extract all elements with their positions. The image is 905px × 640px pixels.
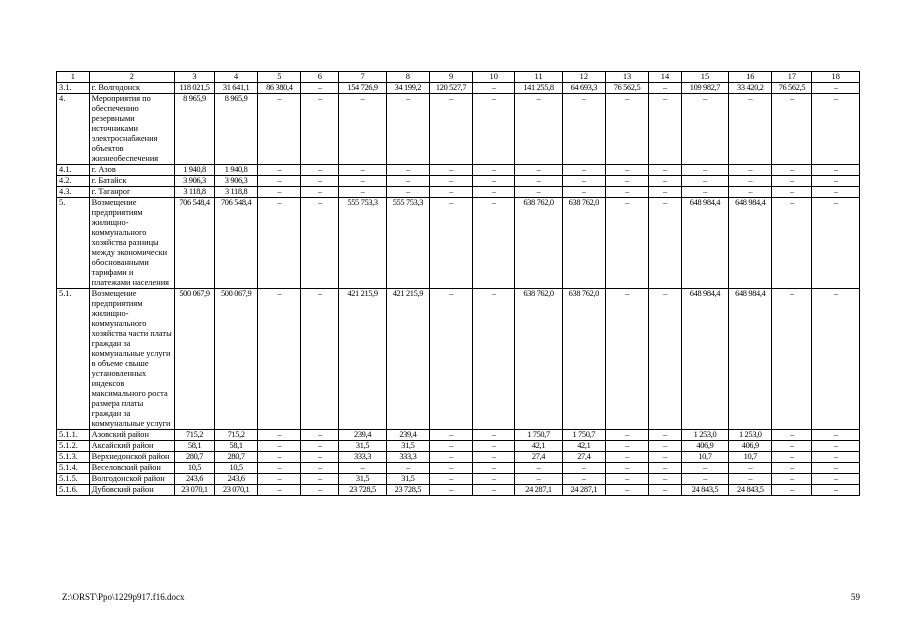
table-cell: –	[649, 430, 682, 441]
table-cell: –	[772, 165, 812, 176]
table-cell: 500 067,9	[215, 289, 258, 430]
table-cell: –	[605, 463, 648, 474]
table-cell: 8 965,9	[215, 94, 258, 165]
row-number: 4.3.	[57, 187, 90, 198]
table-cell: –	[812, 463, 860, 474]
table-cell: –	[301, 441, 339, 452]
table-cell: 118 021,5	[175, 83, 215, 94]
table-cell: 23 070,1	[175, 485, 215, 496]
table-cell: 120 527,7	[429, 83, 472, 94]
table-cell: –	[429, 165, 472, 176]
table-cell: –	[258, 176, 301, 187]
table-cell: –	[386, 187, 429, 198]
table-cell: 421 215,9	[386, 289, 429, 430]
table-cell: –	[301, 452, 339, 463]
table-cell: 1 940,8	[215, 165, 258, 176]
table-cell: –	[649, 187, 682, 198]
table-cell: 23 728,5	[339, 485, 386, 496]
table-cell: 31,5	[339, 441, 386, 452]
table-cell: 141 255,8	[515, 83, 562, 94]
table-cell: –	[258, 430, 301, 441]
column-header: 6	[301, 72, 339, 83]
row-number: 5.1.3.	[57, 452, 90, 463]
table-row	[57, 176, 860, 187]
table-cell: –	[258, 289, 301, 430]
table-cell: 76 562,5	[772, 83, 812, 94]
table-cell: –	[301, 176, 339, 187]
row-name: г. Батайск	[89, 176, 174, 187]
table-cell: 3 118,8	[175, 187, 215, 198]
table-cell: –	[681, 165, 728, 176]
table-cell: –	[515, 474, 562, 485]
table-cell: –	[515, 94, 562, 165]
table-cell: 638 762,0	[515, 198, 562, 289]
column-header: 2	[89, 72, 174, 83]
table-cell: 500 067,9	[175, 289, 215, 430]
table-cell: –	[258, 198, 301, 289]
row-name: Возмещение предприятиям жилищно-коммунального хозяйства части платы граждан за коммунальные услуги в объеме свыше установленных индексов максимального роста размера платы граждан за коммунальные услуги	[89, 289, 174, 430]
row-name: Веселовский район	[89, 463, 174, 474]
table-cell: –	[429, 176, 472, 187]
table-cell: –	[812, 452, 860, 463]
row-name: г. Волгодонск	[89, 83, 174, 94]
table-cell: 406,9	[729, 441, 772, 452]
table-cell: 239,4	[339, 430, 386, 441]
row-number: 5.1.	[57, 289, 90, 430]
table-cell: 243,6	[175, 474, 215, 485]
table-cell: –	[562, 474, 605, 485]
table-cell: –	[772, 94, 812, 165]
table-cell: –	[772, 289, 812, 430]
row-name: г. Таганрог	[89, 187, 174, 198]
table-cell: –	[729, 187, 772, 198]
table-cell: –	[301, 94, 339, 165]
table-cell: 42,1	[562, 441, 605, 452]
table-cell: 27,4	[515, 452, 562, 463]
table-cell: –	[562, 176, 605, 187]
table-cell: 31,5	[339, 474, 386, 485]
table-cell: 715,2	[215, 430, 258, 441]
table-cell: –	[429, 463, 472, 474]
table-cell: –	[772, 441, 812, 452]
table-cell: –	[605, 187, 648, 198]
row-number: 4.2.	[57, 176, 90, 187]
table-cell: –	[605, 430, 648, 441]
table-cell: –	[301, 485, 339, 496]
row-number: 3.1.	[57, 83, 90, 94]
table-cell: –	[258, 463, 301, 474]
table-cell: –	[339, 463, 386, 474]
table-header-row	[57, 72, 860, 83]
table-cell: –	[301, 474, 339, 485]
table-cell: 648 984,4	[729, 289, 772, 430]
row-name: Верхнедонской район	[89, 452, 174, 463]
table-cell: –	[605, 289, 648, 430]
table-cell: 555 753,3	[386, 198, 429, 289]
table-cell: –	[729, 165, 772, 176]
table-cell: –	[386, 463, 429, 474]
table-row	[57, 187, 860, 198]
table-cell: 406,9	[681, 441, 728, 452]
table-cell: –	[473, 198, 515, 289]
table-cell: 10,5	[175, 463, 215, 474]
table-cell: 24 287,1	[562, 485, 605, 496]
table-cell: –	[649, 94, 682, 165]
table-cell: 23 728,5	[386, 485, 429, 496]
table-row	[57, 83, 860, 94]
table-row	[57, 289, 860, 430]
table-cell: –	[681, 187, 728, 198]
table-cell: –	[339, 187, 386, 198]
table-cell: –	[429, 452, 472, 463]
table-cell: –	[649, 165, 682, 176]
table-row	[57, 441, 860, 452]
table-cell: –	[681, 94, 728, 165]
table-cell: –	[681, 474, 728, 485]
table-cell: 109 982,7	[681, 83, 728, 94]
column-header: 11	[515, 72, 562, 83]
table-cell: 648 984,4	[681, 198, 728, 289]
table-cell: –	[473, 289, 515, 430]
table-cell: 3 906,3	[215, 176, 258, 187]
table-cell: –	[429, 289, 472, 430]
table-cell: –	[605, 452, 648, 463]
row-name: г. Азов	[89, 165, 174, 176]
table-cell: –	[812, 289, 860, 430]
table-cell: 3 118,8	[215, 187, 258, 198]
table-cell: –	[473, 441, 515, 452]
table-cell: –	[812, 187, 860, 198]
table-cell: 23 070,1	[215, 485, 258, 496]
table-cell: –	[258, 187, 301, 198]
table-cell: –	[772, 198, 812, 289]
column-header: 4	[215, 72, 258, 83]
table-cell: 58,1	[215, 441, 258, 452]
table-row	[57, 463, 860, 474]
table-cell: –	[729, 94, 772, 165]
table-cell: –	[339, 165, 386, 176]
table-cell: –	[812, 83, 860, 94]
table-cell: 34 199,2	[386, 83, 429, 94]
table-cell: –	[772, 452, 812, 463]
table-cell: –	[649, 474, 682, 485]
table-cell: 648 984,4	[729, 198, 772, 289]
column-header: 18	[812, 72, 860, 83]
table-cell: –	[605, 441, 648, 452]
table-cell: –	[772, 176, 812, 187]
table-cell: –	[649, 198, 682, 289]
column-header: 15	[681, 72, 728, 83]
table-cell: –	[429, 187, 472, 198]
table-cell: –	[301, 187, 339, 198]
table-cell: –	[258, 485, 301, 496]
row-name: Волгодонской район	[89, 474, 174, 485]
column-header: 7	[339, 72, 386, 83]
table-row	[57, 165, 860, 176]
column-header: 9	[429, 72, 472, 83]
row-name: Возмещение предприятиям жилищно-коммунального хозяйства разницы между экономически обоснованными тарифами и платежами населения	[89, 198, 174, 289]
table-cell: 154 726,9	[339, 83, 386, 94]
table-cell: –	[473, 165, 515, 176]
table-cell: 280,7	[215, 452, 258, 463]
table-cell: –	[515, 187, 562, 198]
table-cell: 280,7	[175, 452, 215, 463]
column-header: 1	[57, 72, 90, 83]
table-cell: –	[429, 441, 472, 452]
table-cell: 421 215,9	[339, 289, 386, 430]
table-cell: 243,6	[215, 474, 258, 485]
table-cell: 58,1	[175, 441, 215, 452]
column-header: 5	[258, 72, 301, 83]
row-number: 5.	[57, 198, 90, 289]
table-cell: –	[515, 463, 562, 474]
table-body	[57, 72, 860, 496]
table-cell: –	[649, 485, 682, 496]
table-cell: –	[429, 94, 472, 165]
table-cell: 648 984,4	[681, 289, 728, 430]
table-cell: 24 287,1	[515, 485, 562, 496]
table-row	[57, 452, 860, 463]
table-cell: –	[562, 463, 605, 474]
table-cell: 10,7	[681, 452, 728, 463]
table-row	[57, 485, 860, 496]
table-cell: –	[562, 165, 605, 176]
table-cell: 42,1	[515, 441, 562, 452]
table-cell: –	[301, 165, 339, 176]
table-cell: –	[386, 165, 429, 176]
table-cell: –	[562, 94, 605, 165]
table-cell: 333,3	[339, 452, 386, 463]
table-cell: 1 750,7	[515, 430, 562, 441]
table-cell: –	[258, 474, 301, 485]
table-cell: 715,2	[175, 430, 215, 441]
column-header: 10	[473, 72, 515, 83]
table-cell: –	[649, 452, 682, 463]
row-number: 5.1.5.	[57, 474, 90, 485]
table-cell: –	[681, 176, 728, 187]
table-cell: 31,5	[386, 441, 429, 452]
row-number: 5.1.6.	[57, 485, 90, 496]
table-cell: –	[301, 198, 339, 289]
row-number: 4.1.	[57, 165, 90, 176]
table-cell: –	[473, 452, 515, 463]
table-cell: –	[258, 441, 301, 452]
table-cell: –	[649, 176, 682, 187]
table-cell: –	[473, 430, 515, 441]
table-cell: –	[515, 176, 562, 187]
budget-table	[56, 71, 860, 496]
file-path: Z:\ORST\Ppo\1229p917.f16.docx	[62, 592, 185, 602]
table-cell: –	[429, 198, 472, 289]
table-cell: –	[772, 463, 812, 474]
column-header: 16	[729, 72, 772, 83]
table-cell: –	[301, 463, 339, 474]
table-cell: –	[649, 83, 682, 94]
table-cell: –	[339, 94, 386, 165]
table-cell: –	[812, 441, 860, 452]
table-cell: –	[729, 176, 772, 187]
table-cell: 24 843,5	[729, 485, 772, 496]
table-cell: –	[473, 94, 515, 165]
column-header: 17	[772, 72, 812, 83]
table-cell: –	[681, 463, 728, 474]
column-header: 13	[605, 72, 648, 83]
table-cell: –	[605, 474, 648, 485]
table-cell: –	[649, 441, 682, 452]
table-cell: 706 548,4	[175, 198, 215, 289]
table-cell: –	[812, 474, 860, 485]
table-cell: –	[429, 474, 472, 485]
table-cell: –	[473, 485, 515, 496]
table-cell: 706 548,4	[215, 198, 258, 289]
table-cell: –	[772, 485, 812, 496]
column-header: 14	[649, 72, 682, 83]
table-cell: –	[515, 165, 562, 176]
table-cell: 33 420,2	[729, 83, 772, 94]
table-cell: –	[301, 289, 339, 430]
page-number: 59	[851, 592, 860, 602]
table-cell: –	[258, 165, 301, 176]
table-cell: –	[649, 289, 682, 430]
table-cell: –	[729, 474, 772, 485]
table-cell: 27,4	[562, 452, 605, 463]
column-header: 3	[175, 72, 215, 83]
table-cell: 638 762,0	[515, 289, 562, 430]
table-cell: –	[605, 485, 648, 496]
table-cell: –	[339, 176, 386, 187]
table-cell: –	[729, 463, 772, 474]
row-number: 5.1.4.	[57, 463, 90, 474]
table-cell: 555 753,3	[339, 198, 386, 289]
table-cell: 239,4	[386, 430, 429, 441]
table-cell: 1 940,8	[175, 165, 215, 176]
column-header: 12	[562, 72, 605, 83]
row-name: Азовский район	[89, 430, 174, 441]
row-number: 5.1.2.	[57, 441, 90, 452]
table-cell: 638 762,0	[562, 289, 605, 430]
row-number: 5.1.1.	[57, 430, 90, 441]
column-header: 8	[386, 72, 429, 83]
table-cell: 8 965,9	[175, 94, 215, 165]
table-cell: 333,3	[386, 452, 429, 463]
table-cell: –	[473, 176, 515, 187]
table-cell: –	[562, 187, 605, 198]
table-cell: 638 762,0	[562, 198, 605, 289]
table-cell: 1 253,0	[729, 430, 772, 441]
table-cell: 64 693,3	[562, 83, 605, 94]
table-cell: –	[473, 187, 515, 198]
table-cell: –	[386, 94, 429, 165]
table-cell: 3 906,3	[175, 176, 215, 187]
table-cell: –	[812, 94, 860, 165]
table-cell: 31,5	[386, 474, 429, 485]
table-cell: 31 641,1	[215, 83, 258, 94]
table-cell: 10,5	[215, 463, 258, 474]
table-cell: –	[473, 463, 515, 474]
table-cell: –	[812, 165, 860, 176]
table-cell: –	[812, 198, 860, 289]
table-cell: 1 253,0	[681, 430, 728, 441]
table-cell: 86 380,4	[258, 83, 301, 94]
table-cell: –	[429, 485, 472, 496]
table-row	[57, 94, 860, 165]
table-cell: –	[605, 176, 648, 187]
table-cell: –	[772, 474, 812, 485]
table-cell: –	[258, 94, 301, 165]
table-cell: –	[812, 176, 860, 187]
table-cell: –	[605, 94, 648, 165]
table-cell: –	[812, 485, 860, 496]
table-cell: –	[301, 430, 339, 441]
table-row	[57, 198, 860, 289]
row-number: 4.	[57, 94, 90, 165]
table-cell: 76 562,5	[605, 83, 648, 94]
table-cell: –	[386, 176, 429, 187]
table-cell: 1 750,7	[562, 430, 605, 441]
table-cell: 10,7	[729, 452, 772, 463]
row-name: Мероприятия по обеспечению резервными источниками электроснабжения объектов жизнеобеспечения	[89, 94, 174, 165]
row-name: Дубовский район	[89, 485, 174, 496]
table-cell: –	[649, 463, 682, 474]
table-cell: –	[429, 430, 472, 441]
table-row	[57, 474, 860, 485]
table-cell: –	[605, 165, 648, 176]
table-row	[57, 430, 860, 441]
row-name: Аксайский район	[89, 441, 174, 452]
table-cell: –	[473, 83, 515, 94]
table-cell: –	[772, 187, 812, 198]
table-cell: –	[605, 198, 648, 289]
table-cell: 24 843,5	[681, 485, 728, 496]
table-cell: –	[301, 83, 339, 94]
table-cell: –	[473, 474, 515, 485]
table-cell: –	[258, 452, 301, 463]
table-cell: –	[772, 430, 812, 441]
table-cell: –	[812, 430, 860, 441]
